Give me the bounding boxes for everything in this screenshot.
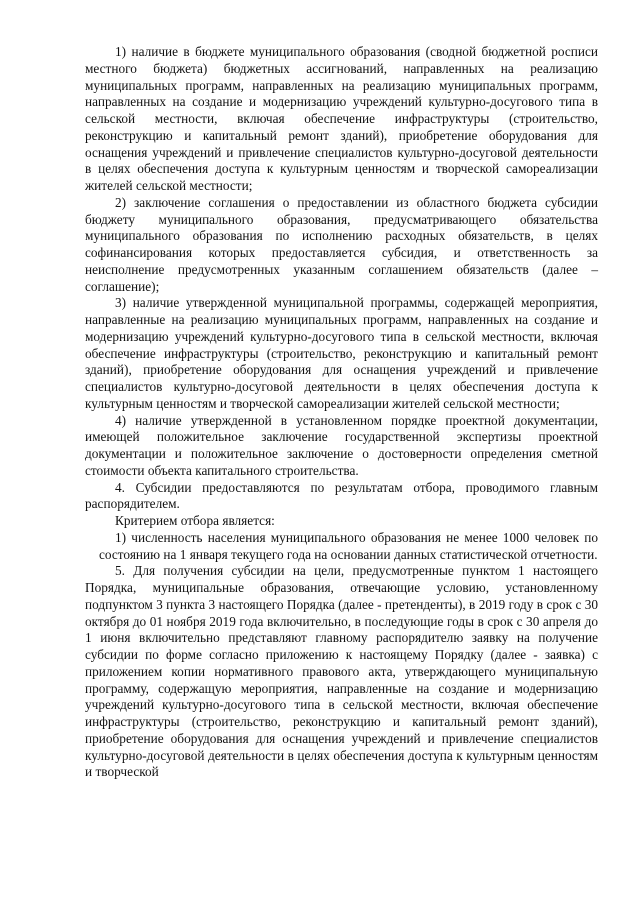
paragraph-condition-2: 2) заключение соглашения о предоставлении из областного бюджета субсидии бюджету муниципального образования, предусматривающего обязательства муниципального образования по исполнению расходных обязательств, в целях софинансирования которых предоставляется субсидия, и ответственность за неисполнение предусмотренных указанным соглашением обязательств (далее – соглашение); [85,194,598,294]
paragraph-clause-5: 5. Для получения субсидии на цели, предусмотренные пунктом 1 настоящего Порядка, муниципальные образования, отвечающие условию, установленному подпунктом 3 пункта 3 настоящего Порядка (далее - претенденты), в 2019 году в срок с 30 октября до 01 ноября 2019 года включительно, в последующие годы в срок с 30 апреля до 1 июня включительно представляют главному распорядителю заявку на получение субсидии по форме согласно приложению к настоящему Порядку (далее - заявка) с приложением копии нормативного правового акта, утверждающего муниципальную программу, содержащую мероприятия, направленные на создание и модернизацию учреждений культурно-досугового типа в сельской местности, включая обеспечение инфраструктуры (строительство, реконструкцию и капитальный ремонт зданий), приобретение оборудования для оснащения учреждений и привлечение специалистов культурно-досуговой деятельности в целях обеспечения доступа к культурным ценностям и творческой [85,563,598,780]
paragraph-condition-3: 3) наличие утвержденной муниципальной программы, содержащей мероприятия, направленные на реализацию муниципальных программ, направленных на создание и модернизацию учреждений культурно-досугового типа в сельской местности, включая обеспечение инфраструктуры (строительство, реконструкцию и капитальный ремонт зданий), приобретение оборудования для оснащения учреждений и привлечение специалистов культурно-досуговой деятельности в целях обеспечения доступа к культурным ценностям и творческой самореализации жителей сельской местности; [85,295,598,411]
paragraph-clause-4: 4. Субсидии предоставляются по результатам отбора, проводимого главным распорядителем. [85,479,598,512]
paragraph-criterion-1: 1) численность населения муниципального образования не менее 1000 человек по состоянию на 1 января текущего года на основании данных статистической отчетности. [99,529,598,562]
paragraph-condition-4: 4) наличие утвержденной в установленном порядке проектной документации, имеющей положительное заключение государственной экспертизы проектной документации и положительное заключение о достоверности определения сметной стоимости объекта капитального строительства. [85,412,598,478]
paragraph-condition-1: 1) наличие в бюджете муниципального образования (сводной бюджетной росписи местного бюджета) бюджетных ассигнований, направленных на реализацию муниципальных программ, направленных на реализацию муниципальных программ, направленных на создание и модернизацию учреждений культурно-досугового типа в сельской местности, включая обеспечение инфраструктуры (строительство, реконструкцию и капитальный ремонт зданий), приобретение оборудования для оснащения учреждений и привлечение специалистов культурно-досуговой деятельности в целях обеспечения доступа к культурным ценностям и творческой самореализации жителей сельской местности; [85,44,598,193]
paragraph-criterion-intro: Критерием отбора является: [115,513,275,528]
